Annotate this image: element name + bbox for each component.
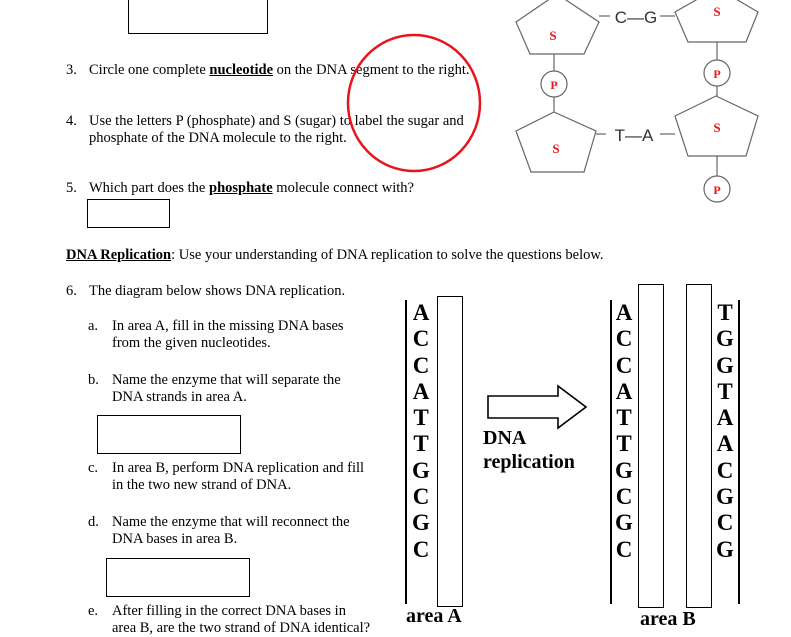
replication-heading: DNA Replication <box>66 247 172 263</box>
sugar-pentagon-top-left <box>516 0 599 54</box>
answer-box-top[interactable] <box>128 0 268 34</box>
question-6b-line-1: Name the enzyme that will separate the <box>112 372 341 388</box>
dna-segment-diagram <box>510 0 791 215</box>
area-b-left-base: C <box>615 352 633 378</box>
phosphate-label-left: P <box>550 78 558 92</box>
area-b-right-base: A <box>716 405 734 431</box>
sugar-label-top-left: S <box>549 28 557 43</box>
sugar-label-bottom-right: S <box>713 120 721 135</box>
area-a-base: C <box>412 326 430 352</box>
area-b-right-base: G <box>716 484 734 510</box>
area-a-base: G <box>412 457 430 483</box>
question-6a-line-2: from the given nucleotides. <box>112 335 271 351</box>
area-b-right-strand-blank[interactable] <box>686 284 712 608</box>
question-4-line-1: Use the letters P (phosphate) and S (sugar) to label the sugar and <box>89 113 464 129</box>
question-6b-line-2: DNA strands in area A. <box>112 389 247 405</box>
area-b-right-bases <box>713 300 737 563</box>
area-b-left-base: C <box>615 326 633 352</box>
replication-arrow <box>485 383 590 433</box>
area-a-base: C <box>412 352 430 378</box>
answer-box-q6d[interactable] <box>106 558 250 597</box>
area-b-left-base: A <box>615 378 633 404</box>
area-a-bases <box>409 300 433 563</box>
question-5-text-post: molecule connect with? <box>272 180 414 196</box>
phosphate-label-right-top: P <box>713 67 721 81</box>
base-pair-top: C—G <box>614 8 658 27</box>
area-b-left-base: A <box>615 300 633 325</box>
question-6e-line-2: area B, are the two strand of DNA identical? <box>112 620 371 636</box>
area-a-left-line <box>405 300 407 604</box>
area-a-base: C <box>412 536 430 562</box>
area-b-left-base: T <box>616 405 632 431</box>
area-b-left-base: G <box>615 510 633 536</box>
area-a-label: area A <box>406 605 462 627</box>
area-b-right-base: T <box>717 378 733 404</box>
area-b-right-base: C <box>716 510 734 536</box>
question-6-number: 6. <box>66 283 77 299</box>
question-6d-line-2: DNA bases in area B. <box>112 531 238 547</box>
arrow-label-replication: replication <box>483 451 575 473</box>
area-b-right-base: C <box>716 457 734 483</box>
question-6a-letter: a. <box>88 318 99 334</box>
question-6c-line-2: in the two new strand of DNA. <box>112 477 292 493</box>
arrow-label-dna: DNA <box>483 427 527 449</box>
area-a-base: T <box>413 431 429 457</box>
base-pair-bottom: T—A <box>614 126 654 145</box>
question-6c-line-1: In area B, perform DNA replication and fill <box>112 460 365 476</box>
area-a-base: G <box>412 510 430 536</box>
area-a-base: A <box>412 300 430 325</box>
area-b-right-line <box>738 300 740 604</box>
question-6b-letter: b. <box>88 372 99 388</box>
area-b-left-base: T <box>616 431 632 457</box>
question-4-number: 4. <box>66 113 77 129</box>
question-6a-line-1: In area A, fill in the missing DNA bases <box>112 318 344 334</box>
question-5-text-pre: Which part does the <box>89 180 209 196</box>
answer-box-q5[interactable] <box>87 199 170 228</box>
area-b-left-base: C <box>615 484 633 510</box>
replication-heading-line <box>66 247 604 264</box>
question-4-line-2: phosphate of the DNA molecule to the right. <box>89 130 347 146</box>
area-b-label: area B <box>640 608 696 630</box>
area-b-right-base: G <box>716 326 734 352</box>
area-b-right-base: A <box>716 431 734 457</box>
area-b-right-base: G <box>716 536 734 562</box>
sugar-label-bottom-left: S <box>552 141 560 156</box>
question-6e-letter: e. <box>88 603 99 619</box>
area-b-right-base: G <box>716 352 734 378</box>
question-6c-letter: c. <box>88 460 99 476</box>
question-3-number: 3. <box>66 62 77 78</box>
red-ellipse <box>348 35 480 171</box>
arrow-shape <box>488 386 586 428</box>
question-6d-letter: d. <box>88 514 99 530</box>
replication-intro: : Use your understanding of DNA replication to solve the questions below. <box>171 247 604 263</box>
answer-box-q6b[interactable] <box>97 415 241 454</box>
question-3-term: nucleotide <box>209 62 274 78</box>
question-3-text-pre: Circle one complete <box>89 62 210 78</box>
area-b-left-bases <box>612 300 636 563</box>
question-5-term: phosphate <box>209 180 273 196</box>
area-b-right-base: T <box>717 300 733 325</box>
red-annotation-circle <box>340 28 490 178</box>
question-5-number: 5. <box>66 180 77 196</box>
area-b-left-base: G <box>615 457 633 483</box>
area-b-left-strand-blank[interactable] <box>638 284 664 608</box>
question-6e-line-1: After filling in the correct DNA bases in <box>112 603 346 619</box>
area-a-strand-blank[interactable] <box>437 296 463 607</box>
sugar-label-top-right: S <box>713 4 721 19</box>
area-a-base: C <box>412 484 430 510</box>
area-a-base: A <box>412 378 430 404</box>
question-6-text: The diagram below shows DNA replication. <box>89 283 346 299</box>
question-3-text-post: on the DNA segment to the right. <box>273 62 470 78</box>
question-6d-line-1: Name the enzyme that will reconnect the <box>112 514 350 530</box>
area-a-base: T <box>413 405 429 431</box>
phosphate-label-right-bottom: P <box>713 183 721 197</box>
area-b-left-base: C <box>615 536 633 562</box>
